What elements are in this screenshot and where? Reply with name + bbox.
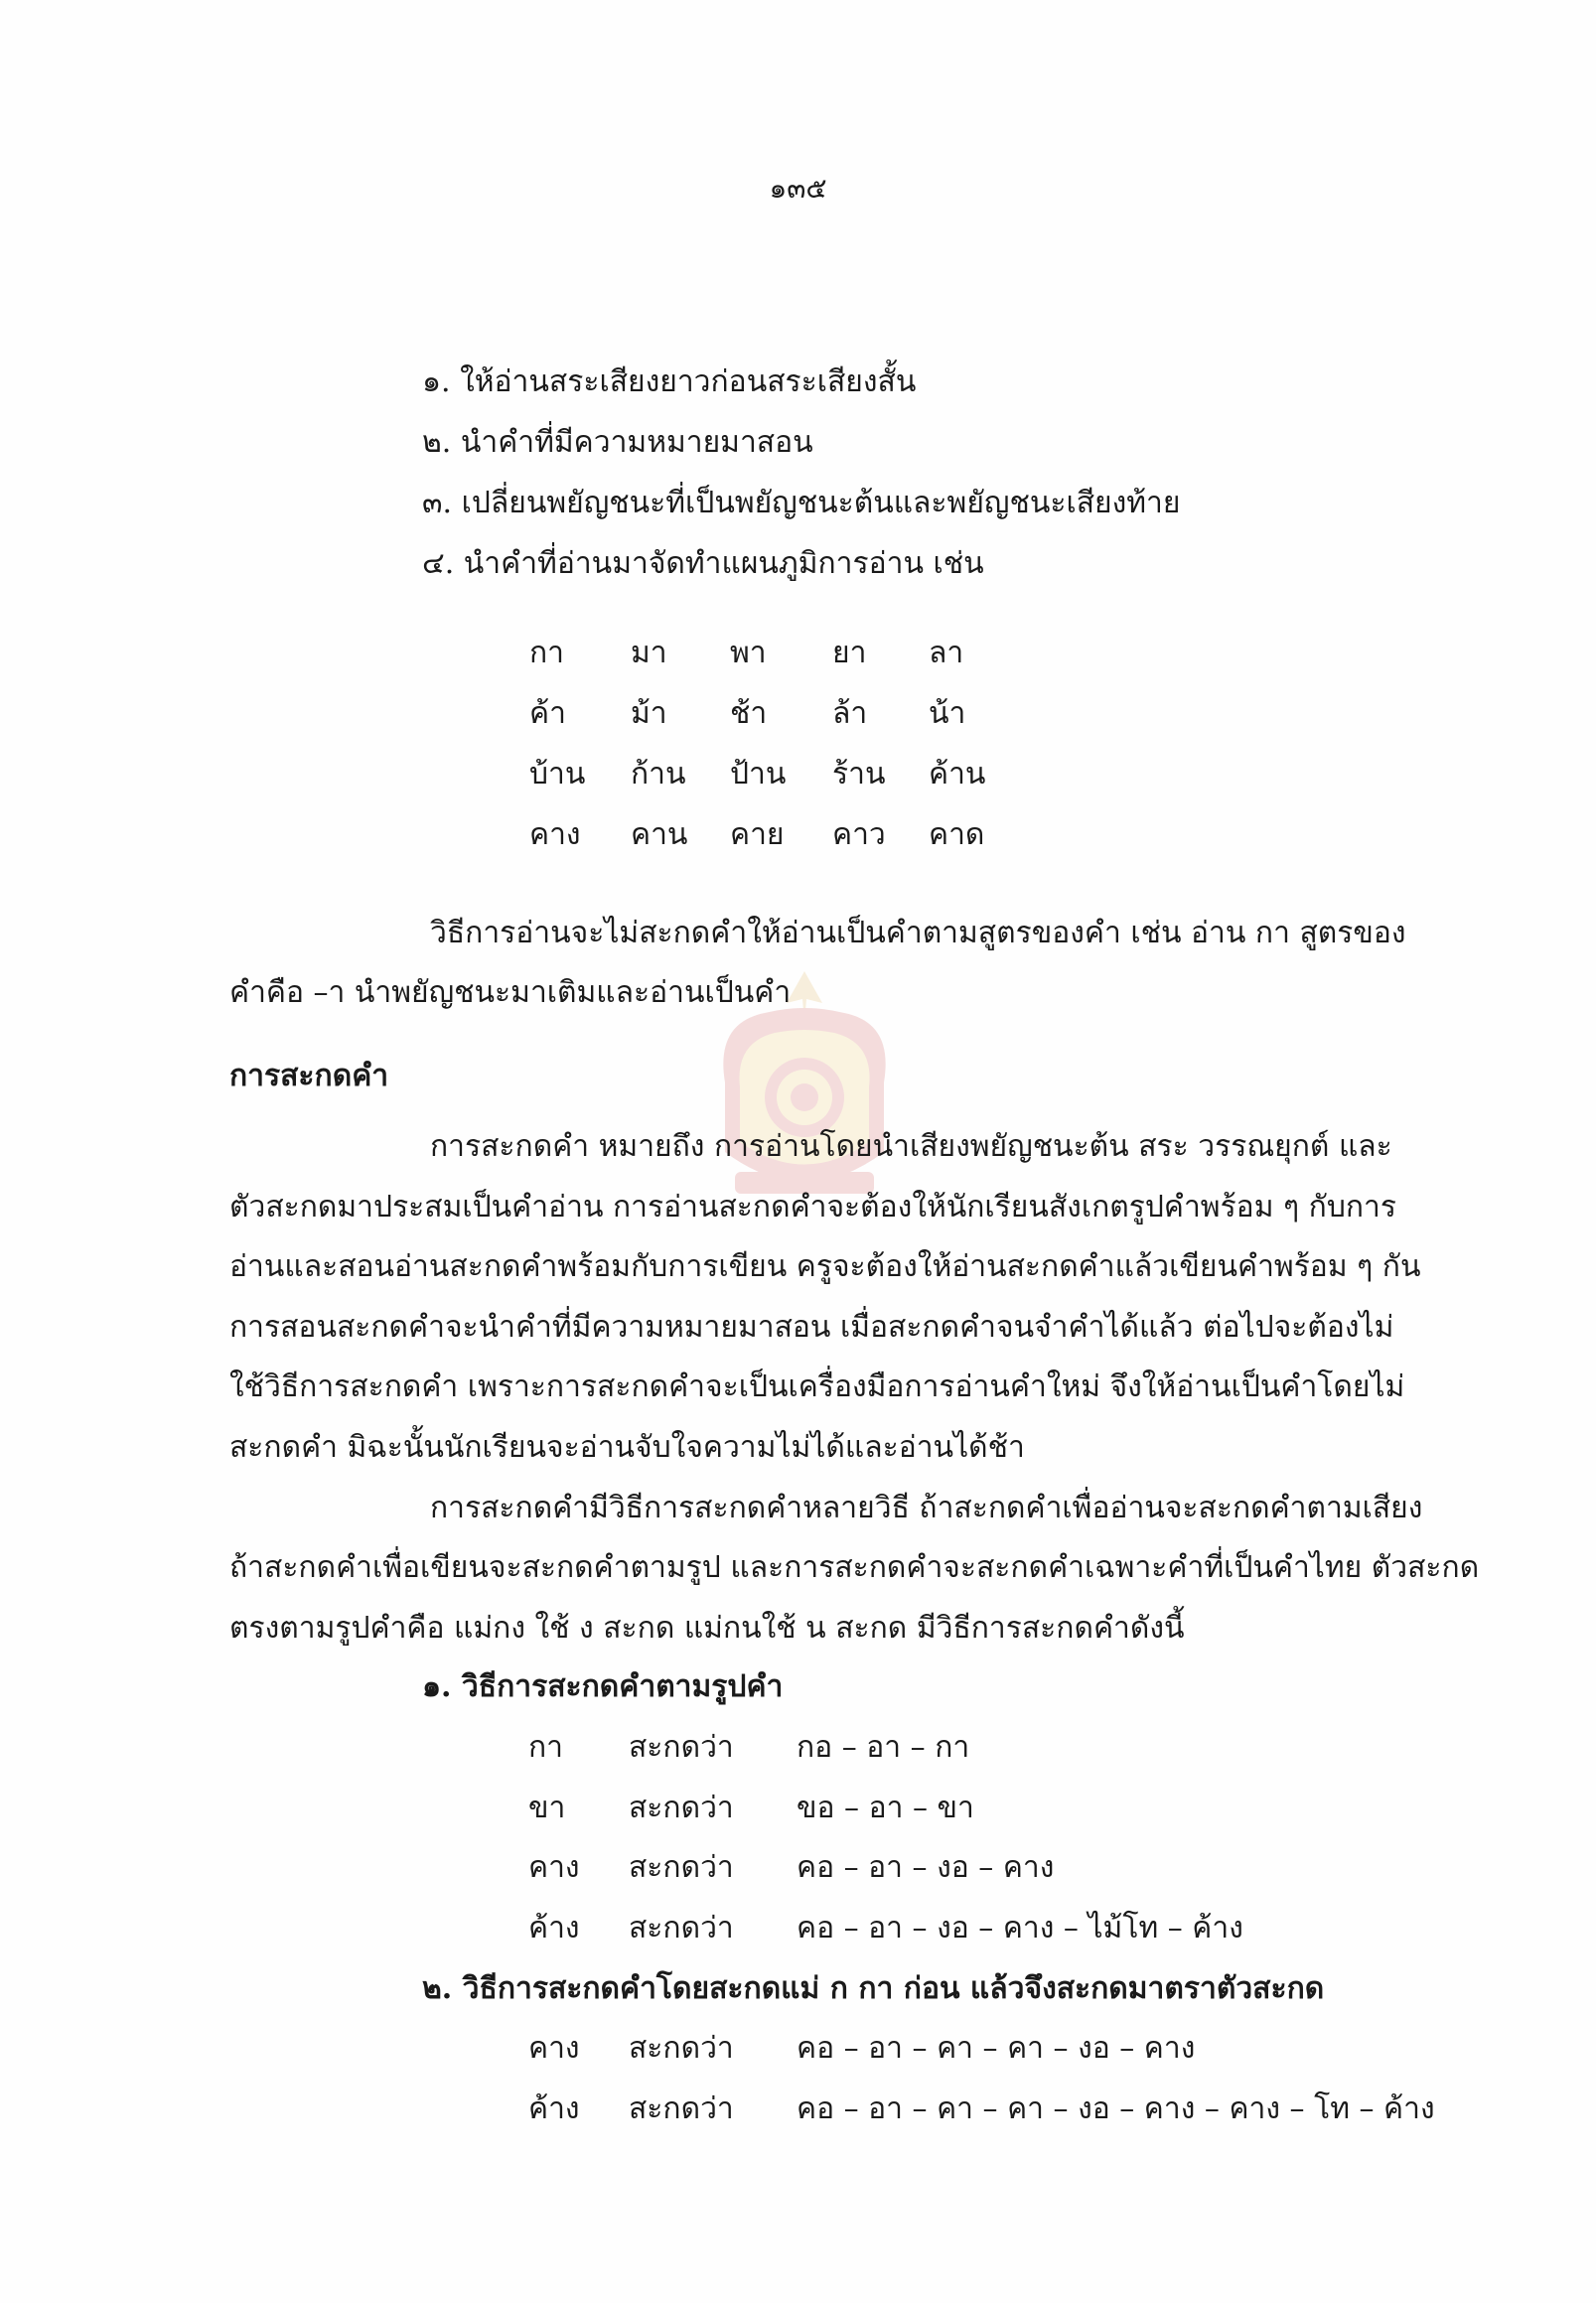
method-1-heading: ๑. วิธีการสะกดคำตามรูปคำ (422, 1669, 784, 1704)
step-1: ๑. ให้อ่านสระเสียงยาวก่อนสระเสียงสั้น (422, 364, 917, 399)
example-spelling: กอ – อา – กา (797, 1730, 970, 1765)
example-spelling: คอ – อา – คา – คา – งอ – คาง – คาง – โท – ค้าง (797, 2091, 1435, 2126)
chart-word: ป้าน (730, 757, 787, 792)
example-word: กา (528, 1730, 564, 1765)
methods-paragraph-line: ถ้าสะกดคำเพื่อเขียนจะสะกดคำตามรูป และการสะกดคำจะสะกดคำเฉพาะคำที่เป็นคำไทย ตัวสะกด (229, 1550, 1480, 1585)
chart-word: ยา (832, 636, 867, 670)
example-says: สะกดว่า (629, 1791, 734, 1825)
chart-word: ค้า (529, 696, 566, 731)
chart-word: น้า (929, 696, 966, 731)
example-word: คาง (528, 1850, 580, 1885)
chart-word: คาว (832, 817, 886, 852)
reading-paragraph-line: วิธีการอ่านจะไม่สะกดคำให้อ่านเป็นคำตามสูตรของคำ เช่น อ่าน กา สูตรของ (430, 916, 1406, 950)
chart-word: กา (529, 636, 565, 670)
spelling-paragraph-line: ใช้วิธีการสะกดคำ เพราะการสะกดคำจะเป็นเครื่องมือการอ่านคำใหม่ จึงให้อ่านเป็นคำโดยไม่ (229, 1369, 1405, 1404)
chart-word: คาง (529, 817, 581, 852)
example-spelling: คอ – อา – งอ – คาง – ไม้โท – ค้าง (797, 1911, 1243, 1945)
chart-word: มา (631, 636, 667, 670)
spelling-paragraph-line: สะกดคำ มิฉะนั้นนักเรียนจะอ่านจับใจความไม่ได้และอ่านได้ช้า (229, 1430, 1025, 1465)
spelling-paragraph-line: ตัวสะกดมาประสมเป็นคำอ่าน การอ่านสะกดคำจะต้องให้นักเรียนสังเกตรูปคำพร้อม ๆ กับการ (229, 1190, 1396, 1224)
example-word: ขา (528, 1791, 566, 1825)
chart-word: ม้า (631, 696, 667, 731)
chart-word: ร้าน (832, 757, 886, 792)
method-2-heading: ๒. วิธีการสะกดคำโดยสะกดแม่ ก กา ก่อน แล้วจึงสะกดมาตราตัวสะกด (422, 1971, 1325, 2006)
chart-word: บ้าน (529, 757, 586, 792)
chart-word: พา (730, 636, 767, 670)
example-word: ค้าง (528, 1911, 580, 1945)
chart-word: คาน (631, 817, 688, 852)
section-heading: การสะกดคำ (229, 1059, 389, 1093)
example-says: สะกดว่า (629, 1730, 734, 1765)
methods-paragraph-line: ตรงตามรูปคำคือ แม่กง ใช้ ง สะกด แม่กนใช้ น สะกด มีวิธีการสะกดคำดังนี้ (229, 1611, 1185, 1646)
example-says: สะกดว่า (629, 2091, 734, 2126)
chart-word: ช้า (730, 696, 768, 731)
example-word: คาง (528, 2031, 580, 2066)
step-2: ๒. นำคำที่มีความหมายมาสอน (422, 425, 813, 460)
page-number: ๑๓๕ (769, 172, 827, 205)
methods-paragraph-line: การสะกดคำมีวิธีการสะกดคำหลายวิธี ถ้าสะกดคำเพื่ออ่านจะสะกดคำตามเสียง (430, 1491, 1423, 1525)
example-says: สะกดว่า (629, 2031, 734, 2066)
chart-word: คาย (730, 817, 785, 852)
step-4: ๔. นำคำที่อ่านมาจัดทำแผนภูมิการอ่าน เช่น (422, 546, 984, 581)
chart-word: คาด (929, 817, 985, 852)
example-says: สะกดว่า (629, 1850, 734, 1885)
chart-word: ค้าน (929, 757, 986, 792)
example-spelling: คอ – อา – คา – คา – งอ – คาง (797, 2031, 1196, 2066)
spelling-paragraph-line: อ่านและสอนอ่านสะกดคำพร้อมกับการเขียน ครูจะต้องให้อ่านสะกดคำแล้วเขียนคำพร้อม ๆ กัน (229, 1249, 1421, 1284)
chart-word: ก้าน (631, 757, 686, 792)
chart-word: ลา (929, 636, 964, 670)
example-spelling: คอ – อา – งอ – คาง (797, 1850, 1055, 1885)
reading-paragraph-line: คำคือ –า นำพยัญชนะมาเติมและอ่านเป็นคำ (229, 975, 792, 1010)
chart-word: ล้า (832, 696, 868, 731)
example-says: สะกดว่า (629, 1911, 734, 1945)
step-3: ๓. เปลี่ยนพยัญชนะที่เป็นพยัญชนะต้นและพยัญชนะเสียงท้าย (422, 486, 1181, 520)
example-word: ค้าง (528, 2091, 580, 2126)
spelling-paragraph-line: การสอนสะกดคำจะนำคำที่มีความหมายมาสอน เมื่อสะกดคำจนจำคำได้แล้ว ต่อไปจะต้องไม่ (229, 1310, 1394, 1345)
example-spelling: ขอ – อา – ขา (797, 1791, 974, 1825)
spelling-paragraph-line: การสะกดคำ หมายถึง การอ่านโดยนำเสียงพยัญชนะต้น สระ วรรณยุกต์ และ (430, 1129, 1392, 1164)
